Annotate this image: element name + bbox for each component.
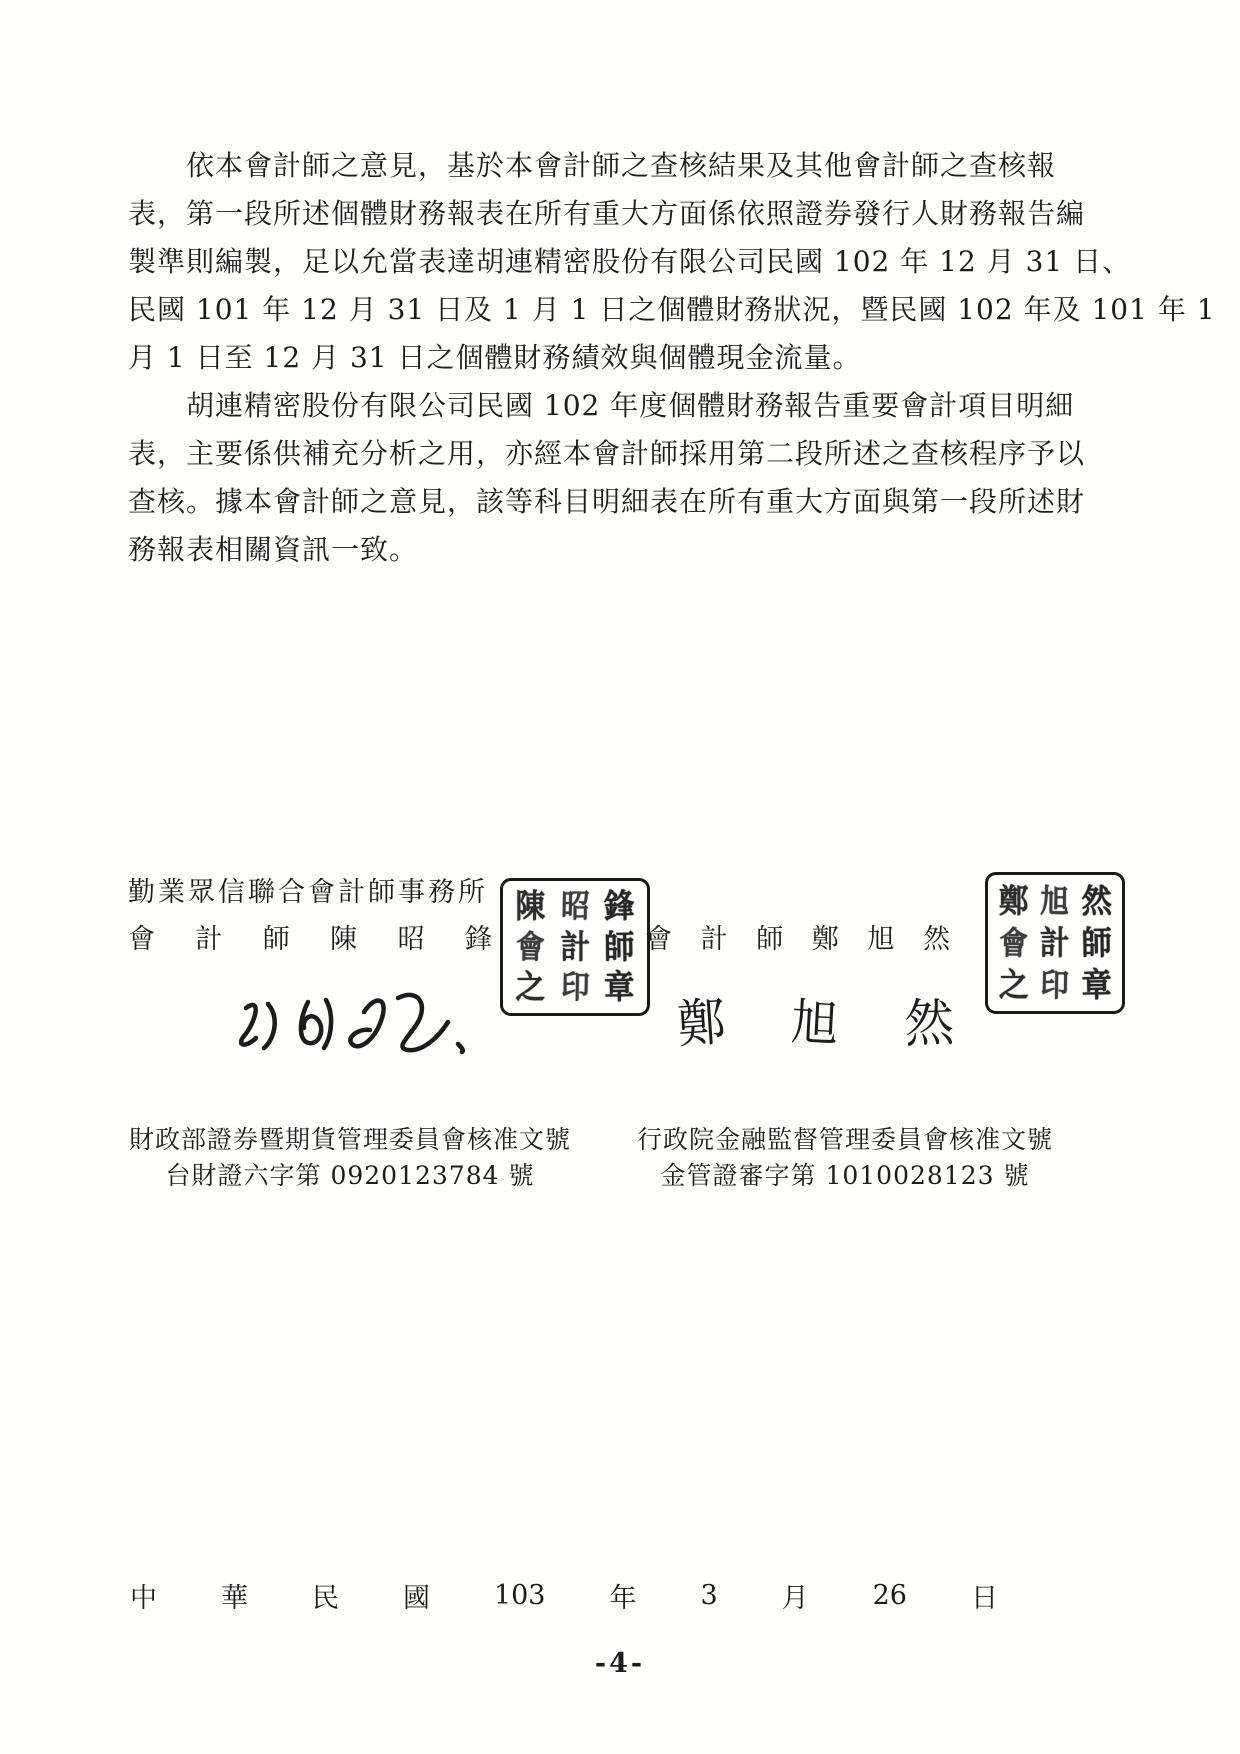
accountant2-name-char: 鄭	[811, 923, 839, 955]
date-token: 國	[402, 1582, 430, 1614]
signature-char: 鄭	[675, 991, 728, 1056]
report-date-line	[130, 1578, 998, 1612]
date-token-month: 3	[700, 1579, 718, 1611]
body-line: 民國 101 年 12 月 31 日及 1 月 1 日之個體財務狀況，暨民國 102 年及 101 年 1	[128, 293, 1216, 326]
approval-number-right	[625, 1122, 1065, 1194]
seal-char: 陳	[515, 886, 546, 925]
body-line: 製準則編製，足以允當表達胡連精密股份有限公司民國 102 年 12 月 31 日、	[128, 245, 1132, 278]
accountant1-name-char: 陳	[330, 923, 358, 955]
accountant2-handwritten-signature	[675, 968, 955, 1068]
approval-number-left	[120, 1122, 580, 1194]
accounting-firm-name: 勤業眾信聯合會計師事務所	[128, 877, 488, 908]
date-token-day: 26	[872, 1579, 907, 1611]
date-token: 月	[781, 1582, 809, 1614]
report-body-text	[128, 142, 1216, 574]
approval-authority-left: 財政部證券暨期貨管理委員會核准文號	[128, 1125, 571, 1154]
body-line: 表，第一段所述個體財務報表在所有重大方面係依照證券發行人財務報告編	[128, 197, 1086, 230]
date-token: 民	[311, 1582, 339, 1614]
accountant2-title-char: 會	[645, 923, 672, 955]
seal-char: 計	[1040, 923, 1070, 962]
body-line: 表，主要係供補充分析之用，亦經本會計師採用第二段所述之查核程序予以	[128, 437, 1086, 470]
accountant2-name-char: 旭	[867, 923, 895, 955]
approval-authority-right: 行政院金融監督管理委員會核准文號	[636, 1125, 1053, 1154]
seal-char: 昭	[560, 886, 590, 925]
seal-char: 之	[998, 965, 1029, 1004]
accountant1-title-char: 會	[128, 923, 155, 955]
seal-char: 會	[515, 927, 545, 966]
seal-char: 師	[604, 926, 636, 967]
accountant2-seal-stamp	[985, 872, 1125, 1014]
seal-char: 然	[1080, 880, 1112, 921]
approval-docnumber-right: 金管證審字第 1010028123 號	[660, 1161, 1030, 1190]
seal-char: 旭	[1040, 881, 1070, 920]
seal-char: 計	[560, 927, 590, 966]
body-line: 查核。據本會計師之意見，該等科目明細表在所有重大方面與第一段所述財	[128, 485, 1086, 518]
accountant1-title-char: 計	[195, 923, 223, 955]
date-token-year: 103	[493, 1579, 546, 1611]
seal-char: 鋒	[604, 886, 636, 926]
seal-char: 印	[1040, 965, 1070, 1004]
accountant1-name-char: 鋒	[464, 923, 492, 955]
accountant1-name-char: 昭	[397, 923, 425, 955]
seal-char: 之	[515, 968, 546, 1007]
seal-char: 章	[604, 967, 636, 1007]
seal-char: 師	[1080, 922, 1112, 963]
date-token: 中	[130, 1582, 157, 1614]
page-number: -4-	[594, 1648, 646, 1679]
body-line: 胡連精密股份有限公司民國 102 年度個體財務報告重要會計項目明細	[186, 389, 1075, 422]
accountant1-title-char: 師	[262, 923, 290, 955]
signature-char: 旭	[789, 993, 840, 1053]
date-token: 日	[970, 1582, 998, 1614]
seal-char: 鄭	[998, 881, 1029, 920]
body-line: 依本會計師之意見，基於本會計師之查核結果及其他會計師之查核報	[186, 149, 1057, 182]
signature-char: 然	[903, 992, 955, 1055]
seal-char: 印	[560, 968, 590, 1007]
body-line: 務報表相關資訊一致。	[128, 533, 419, 566]
seal-char: 章	[1080, 964, 1112, 1005]
accountant1-seal-stamp	[500, 878, 650, 1016]
accountant1-name-line	[128, 918, 492, 954]
accountant1-handwritten-signature	[222, 978, 477, 1070]
accountant2-name-line	[645, 918, 950, 954]
accountant2-name-char: 然	[922, 923, 950, 955]
body-line: 月 1 日至 12 月 31 日之個體財務績效與個體現金流量。	[128, 341, 862, 374]
seal-char: 會	[999, 923, 1029, 962]
accountant2-title-char: 計	[700, 923, 728, 955]
approval-docnumber-left: 台財證六字第 0920123784 號	[165, 1161, 535, 1190]
accountant2-title-char: 師	[756, 923, 784, 955]
date-token: 華	[220, 1582, 248, 1614]
date-token: 年	[609, 1582, 637, 1614]
